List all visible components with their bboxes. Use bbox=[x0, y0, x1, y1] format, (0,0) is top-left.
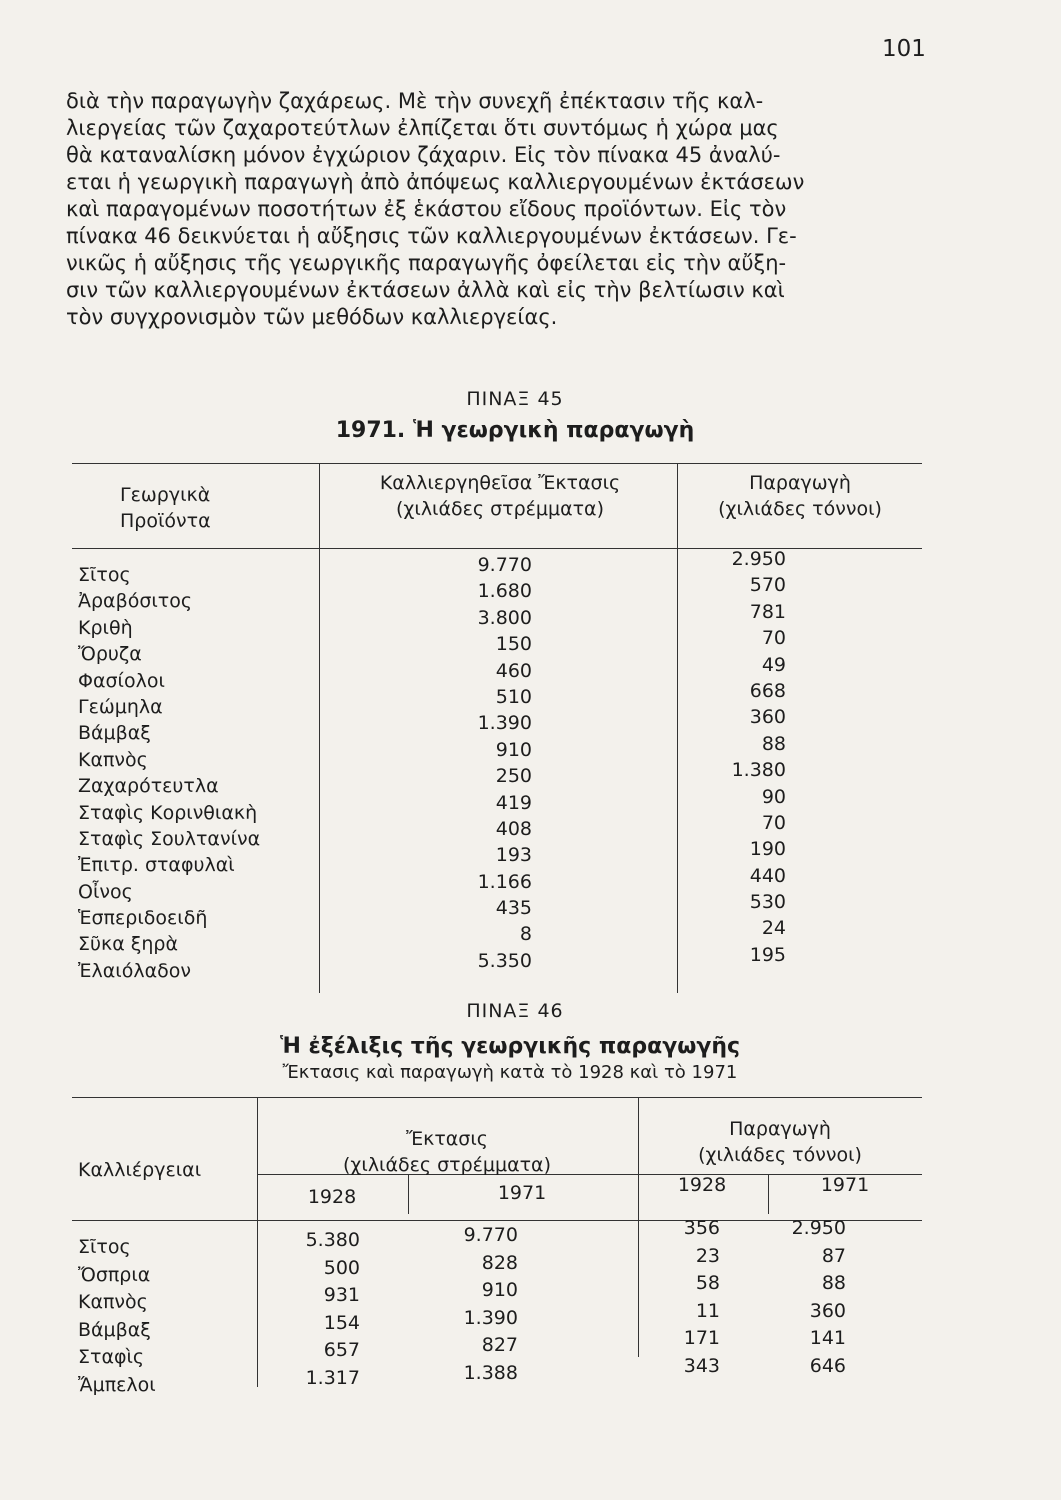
header-line: Παραγωγὴ bbox=[729, 1118, 831, 1140]
header-line: Παραγωγὴ bbox=[749, 472, 851, 494]
table-cell: 5.350 bbox=[477, 949, 532, 972]
areas-column bbox=[440, 552, 532, 974]
column-divider bbox=[257, 1097, 258, 1387]
table-cell: Σῦκα ξηρὰ bbox=[78, 933, 178, 956]
table-cell: 668 bbox=[749, 679, 786, 702]
table-cell: 931 bbox=[323, 1284, 360, 1306]
table-cell: Φασίολοι bbox=[78, 669, 165, 692]
production-header bbox=[642, 1116, 918, 1168]
table-cell: Ἐπιτρ. σταφυλαὶ bbox=[78, 854, 235, 877]
table-cell: 90 bbox=[761, 785, 786, 808]
table-cell: 460 bbox=[495, 659, 532, 682]
table-cell: 360 bbox=[749, 706, 786, 729]
area-header bbox=[262, 1126, 632, 1178]
table-cell: 195 bbox=[749, 943, 786, 966]
table-cell: 1.388 bbox=[463, 1361, 518, 1384]
table-cell: Σῖτος bbox=[78, 1236, 131, 1258]
table-cell: 8 bbox=[519, 923, 532, 946]
table-cell: 408 bbox=[495, 817, 532, 840]
table-cell: 1.317 bbox=[305, 1366, 360, 1389]
table-cell: 500 bbox=[323, 1256, 360, 1279]
table-cell: Γεώμηλα bbox=[78, 695, 163, 718]
table-cell: 510 bbox=[495, 685, 532, 708]
year-header: 1971 bbox=[820, 1174, 870, 1196]
table-cell: 11 bbox=[695, 1299, 720, 1322]
column-divider bbox=[408, 1174, 409, 1214]
table-cell: Σταφὶς bbox=[78, 1346, 145, 1368]
column-divider bbox=[677, 463, 678, 993]
table-cell: Κριθὴ bbox=[78, 616, 133, 639]
body-paragraph bbox=[66, 88, 922, 331]
header-line: (χιλιάδες στρέμματα) bbox=[343, 1154, 551, 1176]
production-header bbox=[680, 470, 920, 522]
table-cell: 9.770 bbox=[463, 1224, 518, 1246]
table-cell: Σταφὶς Σουλτανίνα bbox=[78, 827, 261, 850]
year-header: 1971 bbox=[497, 1182, 547, 1204]
table-cell: Ἄμπελοι bbox=[78, 1373, 156, 1396]
table-cell: 570 bbox=[749, 574, 786, 597]
table-cell: Ζαχαρότευτλα bbox=[78, 775, 219, 798]
table-cell: 193 bbox=[495, 844, 532, 867]
table-top-rule bbox=[72, 1097, 922, 1098]
table-cell: 828 bbox=[481, 1251, 518, 1274]
header-line: Προϊόντα bbox=[120, 510, 211, 532]
paragraph-line: σιν τῶν καλλιεργουμένων ἐκτάσεων ἀλλὰ καὶ εἰς τὴν βελτίωσιν καὶ bbox=[66, 278, 785, 302]
table-cell: 440 bbox=[749, 864, 786, 887]
table-header-rule bbox=[72, 548, 922, 549]
paragraph-line: εται ἡ γεωργικὴ παραγωγὴ ἀπὸ ἀπόψεως καλλιεργουμένων ἐκτάσεων bbox=[66, 170, 805, 194]
paragraph-line: θὰ καταναλίσκη μόνον ἐγχώριον ζάχαριν. Εἰς τὸν πίνακα 45 ἀναλύ- bbox=[66, 143, 781, 167]
paragraph-line: διὰ τὴν παραγωγὴν ζαχάρεως. Μὲ τὴν συνεχῆ ἐπέκτασιν τῆς καλ- bbox=[66, 89, 764, 113]
crops-header: Καλλιέργειαι bbox=[78, 1159, 202, 1181]
table-cell: 910 bbox=[495, 738, 532, 761]
table-cell: 3.800 bbox=[477, 606, 532, 629]
crops-column bbox=[78, 1234, 248, 1399]
table-cell: 154 bbox=[323, 1311, 360, 1334]
table-cell: Καπνὸς bbox=[78, 1291, 148, 1313]
paragraph-line: καὶ παραγομένων ποσοτήτων ἐξ ἑκάστου εἴδους προϊόντων. Εἰς τὸν bbox=[66, 197, 787, 221]
table-cell: 5.380 bbox=[305, 1229, 360, 1251]
table-45-label: ΠΙΝΑΞ 45 bbox=[466, 388, 564, 410]
table-cell: Ἑσπεριδοειδῆ bbox=[78, 907, 208, 930]
table-cell: 1.166 bbox=[477, 870, 532, 893]
area-1928-column bbox=[290, 1227, 360, 1392]
page-number: 101 bbox=[882, 36, 926, 62]
table-cell: 88 bbox=[761, 732, 786, 755]
prod-1928-column bbox=[660, 1215, 720, 1380]
year-header: 1928 bbox=[307, 1186, 357, 1208]
paragraph-line: λιεργείας τῶν ζαχαροτεύτλων ἐλπίζεται ὅτι συντόμως ἡ χώρα μας bbox=[66, 116, 779, 140]
table-cell: 250 bbox=[495, 765, 532, 788]
header-line: Γεωργικὰ bbox=[120, 484, 211, 506]
table-cell: Βάμβαξ bbox=[78, 1318, 151, 1341]
header-line: (χιλιάδες τόννοι) bbox=[698, 1144, 862, 1166]
table-cell: Ἐλαιόλαδον bbox=[78, 959, 191, 982]
table-cell: 49 bbox=[761, 653, 786, 676]
table-46-label: ΠΙΝΑΞ 46 bbox=[466, 1000, 564, 1022]
table-46-subtitle: Ἔκτασις καὶ παραγωγὴ κατὰ τὸ 1928 καὶ τὸ 1971 bbox=[282, 1062, 738, 1083]
table-cell: 419 bbox=[495, 791, 532, 814]
table-cell: 190 bbox=[749, 838, 786, 861]
products-header bbox=[80, 482, 280, 534]
table-cell: Σῖτος bbox=[78, 564, 131, 586]
table-cell: 1.390 bbox=[463, 1306, 518, 1329]
table-cell: 435 bbox=[495, 897, 532, 920]
paragraph-line: πίνακα 46 δεικνύεται ἡ αὔξησις τῶν καλλιεργουμένων ἐκτάσεων. Γε- bbox=[66, 224, 797, 248]
table-top-rule bbox=[72, 463, 922, 464]
table-cell: 2.950 bbox=[791, 1217, 846, 1239]
production-column bbox=[700, 546, 786, 968]
table-cell: Σταφὶς Κορινθιακὴ bbox=[78, 801, 258, 824]
table-cell: 1.390 bbox=[477, 712, 532, 735]
table-cell: 58 bbox=[695, 1272, 720, 1294]
header-line: Καλλιεργηθεῖσα Ἔκτασις bbox=[379, 472, 621, 494]
header-line: Ἔκτασις bbox=[406, 1128, 488, 1150]
table-cell: 2.950 bbox=[731, 548, 786, 570]
table-cell: 141 bbox=[809, 1327, 846, 1349]
year-header: 1928 bbox=[677, 1174, 727, 1196]
table-cell: 150 bbox=[495, 633, 532, 656]
table-cell: 781 bbox=[749, 600, 786, 623]
table-cell: 70 bbox=[761, 627, 786, 650]
table-cell: 171 bbox=[683, 1327, 720, 1349]
table-45-title: 1971. Ἡ γεωργικὴ παραγωγὴ bbox=[335, 418, 695, 443]
table-cell: 530 bbox=[749, 891, 786, 914]
area-1971-column bbox=[440, 1222, 518, 1387]
table-cell: Βάμβαξ bbox=[78, 722, 151, 745]
table-cell: 356 bbox=[683, 1217, 720, 1239]
column-divider bbox=[768, 1174, 769, 1214]
prod-1971-column bbox=[778, 1215, 846, 1380]
table-46-title: Ἡ ἐξέλιξις τῆς γεωργικῆς παραγωγῆς bbox=[279, 1034, 741, 1059]
table-cell: 87 bbox=[821, 1244, 846, 1267]
table-cell: 646 bbox=[809, 1354, 846, 1377]
area-header bbox=[330, 470, 670, 522]
table-cell: 9.770 bbox=[477, 554, 532, 576]
table-cell: 657 bbox=[323, 1339, 360, 1361]
column-divider bbox=[319, 463, 320, 993]
table-cell: 360 bbox=[809, 1299, 846, 1322]
table-cell: 343 bbox=[683, 1354, 720, 1377]
table-cell: Καπνὸς bbox=[78, 748, 148, 771]
table-cell: 23 bbox=[695, 1244, 720, 1267]
products-column bbox=[78, 562, 318, 984]
table-cell: 70 bbox=[761, 811, 786, 834]
table-cell: 1.680 bbox=[477, 580, 532, 603]
paragraph-line: τὸν συγχρονισμὸν τῶν μεθόδων καλλιεργείας. bbox=[66, 305, 558, 329]
table-cell: 827 bbox=[481, 1334, 518, 1356]
table-cell: Ὄσπρια bbox=[78, 1263, 151, 1286]
table-cell: Οἶνος bbox=[78, 880, 133, 903]
table-cell: Ὄρυζα bbox=[78, 643, 142, 666]
table-cell: 910 bbox=[481, 1279, 518, 1301]
paragraph-line: νικῶς ἡ αὔξησις τῆς γεωργικῆς παραγωγῆς ὀφείλεται εἰς τὴν αὔξη- bbox=[66, 251, 787, 275]
column-divider bbox=[638, 1097, 639, 1357]
table-cell: Ἀραβόσιτος bbox=[78, 590, 193, 613]
table-cell: 1.380 bbox=[731, 759, 786, 782]
table-cell: 88 bbox=[821, 1272, 846, 1294]
header-line: (χιλιάδες στρέμματα) bbox=[396, 498, 604, 520]
header-line: (χιλιάδες τόννοι) bbox=[718, 498, 882, 520]
table-cell: 24 bbox=[761, 917, 786, 940]
